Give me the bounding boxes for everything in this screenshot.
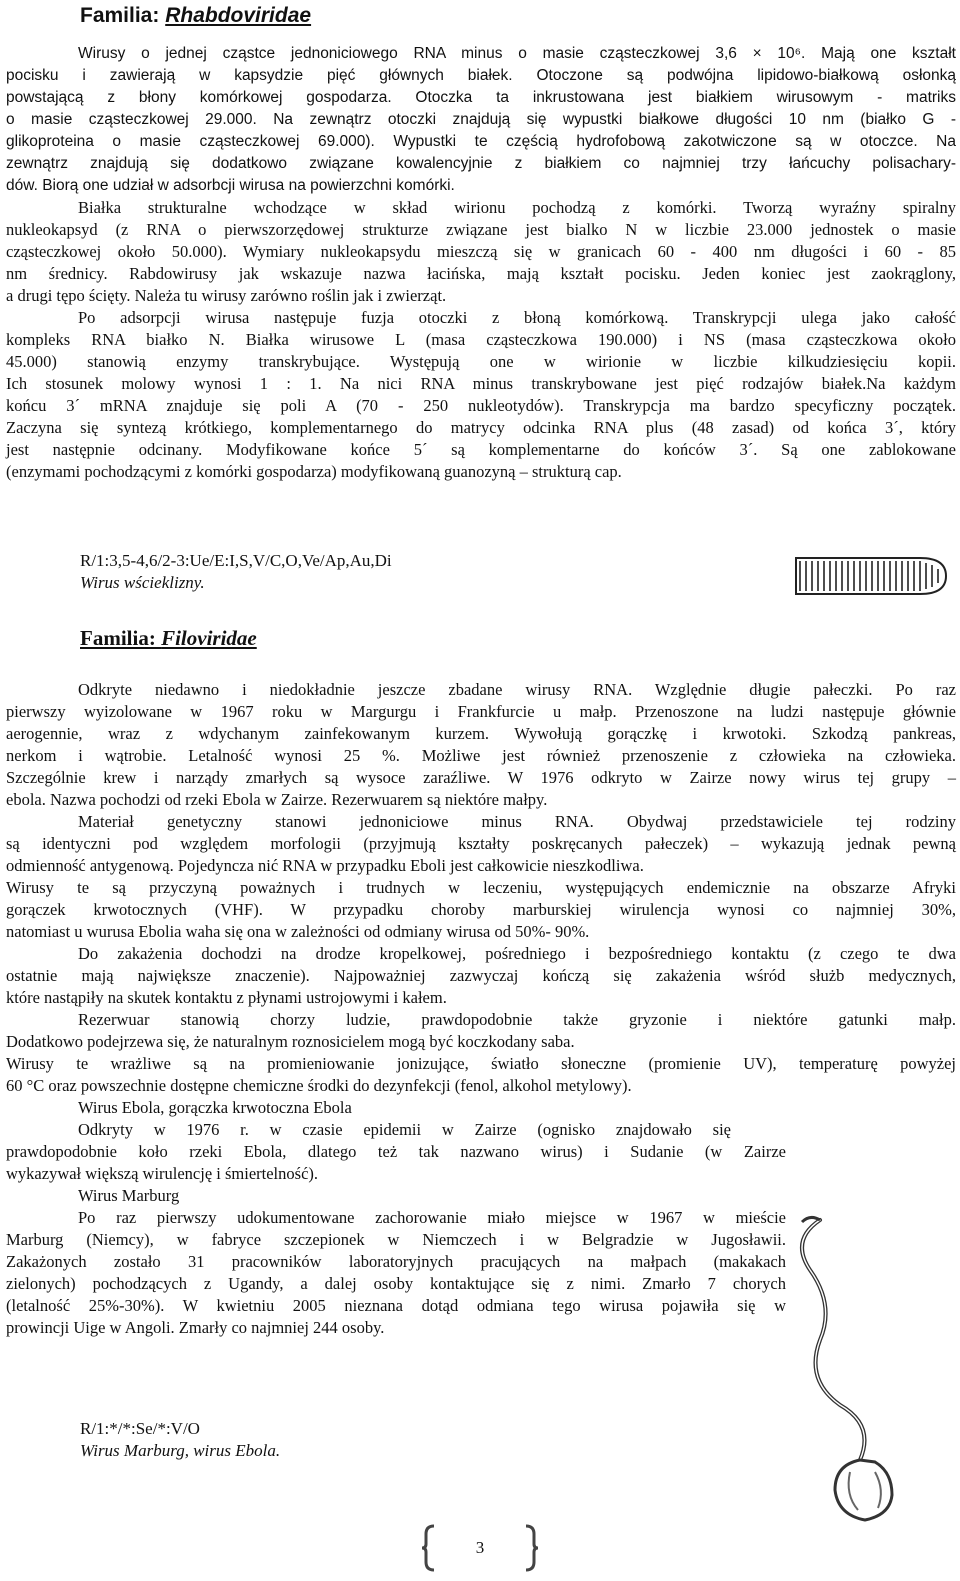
section-heading-rhabdoviridae — [80, 4, 311, 28]
filovirus-illustration — [780, 1210, 950, 1530]
paragraph-line: gorączek krwotocznych (VHF). W przypadku choroby marburskiej wirulencja wynosi co najmniej 30%, — [6, 900, 956, 919]
classification-code: R/1:3,5-4,6/2-3:Ue/E:I,S,V/C,O,Ve/Ap,Au,Di — [80, 551, 392, 570]
paragraph-line: Wirus Marburg — [78, 1186, 180, 1205]
paragraph-line: prowincji Uige w Angoli. Zmarły co najmniej 244 osoby. — [6, 1318, 385, 1337]
paragraph-line: ostatnie mają największe znaczenie). Najpoważniej zazwyczaj kończą się zakażenia wśród służb medycznych, — [6, 966, 956, 985]
paragraph-line: Marburg (Niemcy), w fabryce szczepionek w Niemczech i w Belgradzie w Jugosławii. — [6, 1230, 786, 1249]
paragraph-line: powstającą z błony komórkowej gospodarza. Otoczka ta inkrustowana jest białkiem wirusowym - matriks — [6, 89, 956, 106]
paragraph-line: Po raz pierwszy udokumentowane zachorowanie miało miejsce w 1967 w mieście — [78, 1208, 786, 1227]
paragraph-line: które nastąpiły na skutek kontaktu z płynami ustrojowymi i kałem. — [6, 988, 447, 1007]
heading-prefix: Familia: — [80, 4, 166, 27]
paragraph-line: ebola. Nazwa pochodzi od rzeki Ebola w Zairze. Rezerwuarem są niektóre małpy. — [6, 790, 548, 809]
paragraph-line: natomiast u wurusa Ebolia waha się ona w zależności od odmiany wirusa od 50%- 90%. — [6, 922, 590, 941]
paragraph-line: odmienność antygenową. Pojedyncza nić RNA w przypadku Eboli jest całkowicie nieszkodliwa. — [6, 856, 644, 875]
paragraph-line: końcu 3´ mRNA znajduje się poli A (70 - 250 nukleotydów). Transkrypcja ma bardzo specyficzny początek. — [6, 396, 956, 415]
paragraph-line: dów. Biorą one udział w adsorbcji wirusa na powierzchni komórki. — [6, 177, 455, 194]
paragraph-line: pierwszy wyizolowane w 1967 roku w Margurgu i Frankfurcie u małp. Przenoszone na ludzi następuje głównie — [6, 702, 956, 721]
paragraph-line: Rezerwuar stanowią chorzy ludzie, prawdopodobnie także gryzonie i niektóre gatunki małp. — [78, 1010, 956, 1029]
paragraph-line: a drugi tępo ścięty. Należa tu wirusy zarówno roślin jak i zwierząt. — [6, 286, 447, 305]
paragraph-line: Wirusy te wrażliwe są na promieniowanie jonizujące, światło słoneczne (promienie UV), temperaturę powyżej — [6, 1054, 956, 1073]
paragraph-line: nukleokapsyd (z RNA o pierwszorzędowej strukturze związane jest bialko N w liczbie 23.000 jednostek o masie — [6, 220, 956, 239]
paragraph-line: Ich stosunek molowy wynosi 1 : 1. Na nici RNA minus transkrybowane jest pięć rodzajów białek.Na każdym — [6, 374, 956, 393]
paragraph-line: Szczególnie krew i narządy zmarłych są wysoce zaraźliwe. W 1976 odkryto w Zairze nowy wirus tej grupy – — [6, 768, 956, 787]
paragraph-line: nm średnicy. Rabdowirusy jak wskazuje nazwa łacińska, mają kształt pocisku. Jeden koniec jest zaokrąglony, — [6, 264, 956, 283]
page-number: 3 — [475, 1538, 485, 1557]
paragraph-line: Wirusy te są przyczyną poważnych i trudnych w leczeniu, występujących endemicznie na obszarze Afryki — [6, 878, 956, 897]
paragraph-line: zewnątrz znajdują się dodatkowo związane kowalencyjnie z białkiem co najmniej trzy łańcuchy polisachary- — [6, 155, 956, 172]
classification-virus-name: Wirus Marburg, wirus Ebola. — [80, 1441, 281, 1460]
classification-rhabdoviridae — [80, 550, 392, 594]
rhabdoviridae-body — [6, 43, 956, 483]
paragraph-line: Dodatkowo podejrzewa się, że naturalnym roznosicielem mogą być koczkodany saba. — [6, 1032, 575, 1051]
paragraph-line: 45.000) stanowią enzymy transkrybujące. Występują one w wirionie w liczbie kilkudziesięciu kopii. — [6, 352, 956, 371]
classification-code: R/1:*/*:Se/*:V/O — [80, 1419, 200, 1438]
paragraph-line: (enzymami pochodzącymi z komórki gospodarza) modyfikowaną guanozyną – strukturą cap. — [6, 462, 622, 481]
paragraph-line: glikoproteina o masie cząsteczkowej 69.000). Wypustki te częścią hydrofobową zakotwiczone są w otoczce. Na — [6, 133, 956, 150]
paragraph-line: Odkryte niedawno i niedokładnie jeszcze zbadane wirusy RNA. Względnie długie pałeczki. Po raz — [78, 680, 956, 699]
paragraph-line: jest następnie odcinany. Modyfikowane końce 5´ są komplementarne do końców 3´. Są one zablokowane — [6, 440, 956, 459]
paragraph-line: (letalność 25%-30%). W kwietniu 2005 nieznana dotąd odmiana tego wirusa pojawiła się w — [6, 1296, 786, 1315]
paragraph-line: nerkom i wątrobie. Letalność wynosi 25 %. Możliwe jest również przenoszenie z człowieka na człowieka. — [6, 746, 956, 765]
paragraph-line: Odkryty w 1976 r. w czasie epidemii w Zairze (ognisko znajdowało się — [78, 1120, 731, 1139]
paragraph-line: kompleks RNA białko N. Białka wirusowe L (masa cząsteczkowa 190.000) i NS (masa cząsteczkowa około — [6, 330, 956, 349]
paragraph-line: Białka strukturalne wchodzące w skład wirionu pochodzą z komórki. Tworzą wyraźny spiralny — [78, 198, 956, 217]
paragraph-line: Materiał genetyczny stanowi jednoniciowe minus RNA. Obydwaj przedstawiciele tej rodziny — [78, 812, 956, 831]
classification-virus-name: Wirus wścieklizny. — [80, 573, 205, 592]
classification-filoviridae — [80, 1418, 280, 1462]
paragraph-line: prawdopodobnie koło rzeki Ebola, dlatego też tak nazwano wirus) i Sudanie (w Zairze — [6, 1142, 786, 1161]
paragraph-line: o masie cząsteczkowej 29.000. Na zewnątrz otoczki znajdują się wypustki białkowe długości 10 nm (białko G - — [6, 111, 956, 128]
paragraph-line: Zaczyna się syntezą krótkiego, komplementarnego do matrycy odcinka RNA plus (48 zasad) od końca 3´, który — [6, 418, 956, 437]
heading-family-name: Filoviridae — [161, 626, 257, 650]
paragraph-line: Wirus Ebola, gorączka krwotoczna Ebola — [78, 1098, 352, 1117]
heading-family-name: Rhabdoviridae — [165, 4, 312, 27]
paragraph-line: aerogennie, wraz z wdychanym zainfekowanym kurzem. Wywołują gorączkę i krwotoki. Szkodzą pankreas, — [6, 724, 956, 743]
rhabdovirus-bullet-illustration — [790, 552, 950, 600]
heading-prefix: Familia: — [80, 626, 162, 650]
paragraph-line: cząsteczkowej około 50.000). Wymiary nukleokapsydu mieszczą się w granicach 60 - 400 nm długości i 60 - 85 — [6, 242, 956, 261]
paragraph-line: wykazywał większą wirulencję i śmiertelność). — [6, 1164, 319, 1183]
page-number-box — [420, 1522, 540, 1574]
paragraph-line: Wirusy o jednej cząstce jednoniciowego RNA minus o masie cząsteczkowej 3,6 × 10⁶. Mają one kształt — [78, 45, 956, 62]
paragraph-line: są identyczni pod względem morfologii (przyjmują kształty poskręcanych pałeczek) – wykazują jednak pewną — [6, 834, 956, 853]
paragraph-line: 60 °C oraz powszechnie dostępne chemiczne środki do dezynfekcji (fenol, alkohol metylowy). — [6, 1076, 632, 1095]
section-heading-filoviridae — [80, 626, 257, 651]
paragraph-line: zielonych) pochodzących z Ugandy, a dalej osoby kontaktujące się z nimi. Zmarło 7 chorych — [6, 1274, 786, 1293]
paragraph-line: Do zakażenia dochodzi na drodze kropelkowej, pośredniego i bezpośredniego kontaktu (z czego te dwa — [78, 944, 956, 963]
paragraph-line: Zakażonych zostało 31 pracowników laboratoryjnych pracujących na małpach (makakach — [6, 1252, 786, 1271]
paragraph-line: pocisku i zawierają w kapsydzie pięć głównych białek. Otoczone są podwójna lipidowo-białkową osłonką — [6, 67, 956, 84]
paragraph-line: Po adsorpcji wirusa następuje fuzja otoczki z błoną komórkową. Transkrypcji ulega jako całość — [78, 308, 956, 327]
